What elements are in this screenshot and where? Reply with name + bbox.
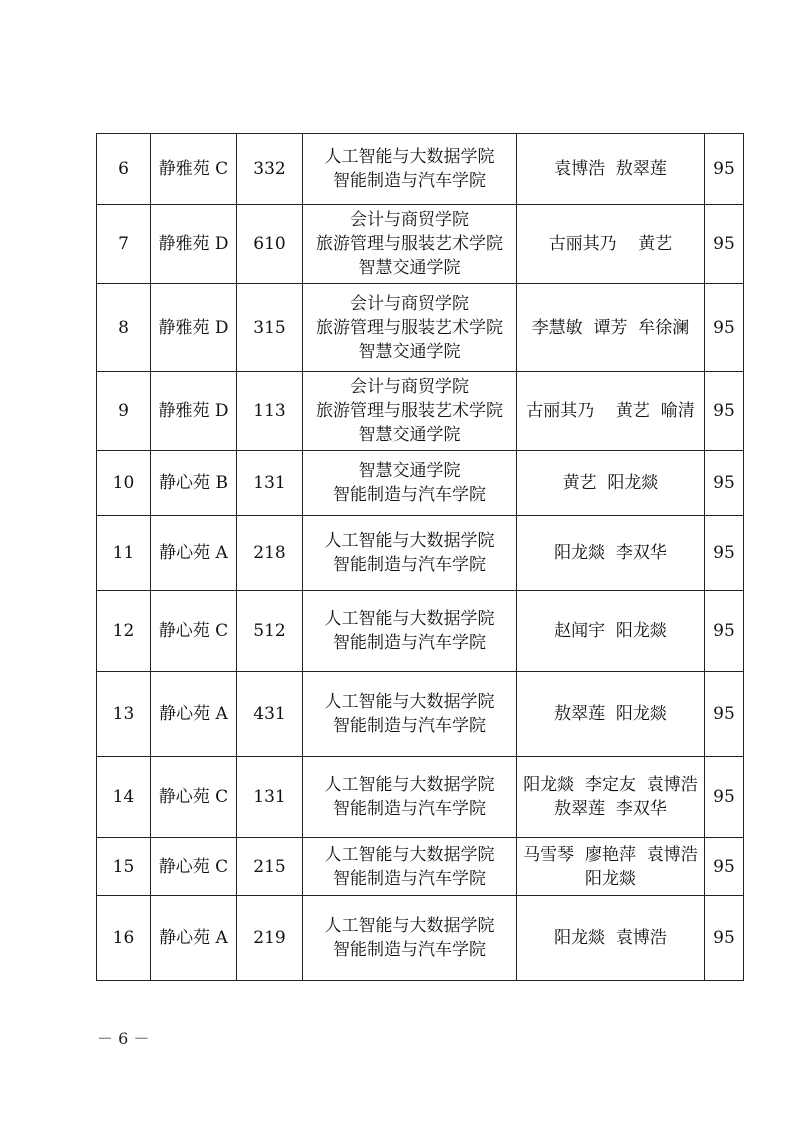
page-number: － 6 － — [97, 1029, 150, 1048]
college-name: 智能制造与汽车学院 — [333, 940, 486, 960]
row-number-cell: 10 — [97, 451, 151, 516]
college-name: 智能制造与汽车学院 — [333, 716, 486, 736]
member-names-line: 阳龙燚 — [585, 868, 636, 889]
room-cell: 431 — [237, 672, 303, 757]
building-cell: 静心苑 A — [151, 516, 237, 591]
college-name: 旅游管理与服装艺术学院 — [316, 401, 503, 421]
building-cell: 静心苑 B — [151, 451, 237, 516]
member-names-line: 古丽其乃 黄艺 喻清 — [526, 401, 695, 421]
row-number-cell: 16 — [97, 896, 151, 981]
room-cell: 131 — [237, 451, 303, 516]
college-cell — [303, 372, 517, 451]
college-name: 人工智能与大数据学院 — [324, 775, 495, 795]
member-names-line: 敖翠莲 李双华 — [554, 799, 667, 819]
member-names-line: 赵闻宇 阳龙燚 — [554, 621, 667, 641]
room-cell: 215 — [237, 838, 303, 896]
building-cell: 静心苑 C — [151, 838, 237, 896]
building-cell: 静心苑 C — [151, 591, 237, 672]
college-name: 人工智能与大数据学院 — [324, 147, 495, 167]
members-cell — [517, 205, 705, 284]
college-cell — [303, 757, 517, 838]
table-row — [97, 372, 744, 451]
table-row — [97, 672, 744, 757]
members-cell — [517, 757, 705, 838]
building-cell: 静雅苑 D — [151, 284, 237, 372]
college-cell — [303, 451, 517, 516]
score-cell: 95 — [705, 516, 744, 591]
college-cell — [303, 672, 517, 757]
members-cell — [517, 591, 705, 672]
building-cell: 静心苑 A — [151, 896, 237, 981]
dormitory-score-table — [96, 133, 744, 981]
college-cell — [303, 838, 517, 896]
dormitory-table-container — [96, 133, 743, 981]
college-name: 智能制造与汽车学院 — [333, 799, 486, 819]
score-cell: 95 — [705, 838, 744, 896]
college-cell — [303, 134, 517, 205]
table-row — [97, 134, 744, 205]
room-cell: 512 — [237, 591, 303, 672]
college-name: 智慧交通学院 — [358, 425, 461, 445]
college-name: 人工智能与大数据学院 — [324, 916, 495, 936]
college-name: 智能制造与汽车学院 — [333, 485, 486, 505]
room-cell: 113 — [237, 372, 303, 451]
room-cell: 218 — [237, 516, 303, 591]
members-cell — [517, 838, 705, 896]
table-row — [97, 516, 744, 591]
table-row — [97, 205, 744, 284]
score-cell: 95 — [705, 284, 744, 372]
member-names-line: 阳龙燚 李定友 袁博浩 — [523, 775, 698, 795]
member-names-line: 马雪琴 廖艳萍 袁博浩 — [523, 844, 698, 865]
college-cell — [303, 591, 517, 672]
college-name: 智能制造与汽车学院 — [333, 868, 486, 889]
college-name: 人工智能与大数据学院 — [324, 692, 495, 712]
score-cell: 95 — [705, 205, 744, 284]
college-name: 人工智能与大数据学院 — [324, 844, 495, 865]
building-cell: 静雅苑 D — [151, 372, 237, 451]
row-number-cell: 6 — [97, 134, 151, 205]
members-cell — [517, 372, 705, 451]
members-cell — [517, 516, 705, 591]
college-cell — [303, 516, 517, 591]
building-cell: 静雅苑 C — [151, 134, 237, 205]
room-cell: 610 — [237, 205, 303, 284]
room-cell: 219 — [237, 896, 303, 981]
row-number-cell: 13 — [97, 672, 151, 757]
score-cell: 95 — [705, 672, 744, 757]
score-cell: 95 — [705, 757, 744, 838]
member-names-line: 黄艺 阳龙燚 — [562, 473, 659, 493]
row-number-cell: 15 — [97, 838, 151, 896]
table-body — [97, 134, 744, 981]
row-number-cell: 9 — [97, 372, 151, 451]
member-names-line: 阳龙燚 李双华 — [554, 543, 667, 563]
room-cell: 332 — [237, 134, 303, 205]
college-name: 智慧交通学院 — [358, 461, 461, 481]
members-cell — [517, 672, 705, 757]
table-row — [97, 591, 744, 672]
college-name: 旅游管理与服装艺术学院 — [316, 234, 503, 254]
college-name: 会计与商贸学院 — [350, 377, 469, 397]
score-cell: 95 — [705, 451, 744, 516]
members-cell — [517, 134, 705, 205]
members-cell — [517, 451, 705, 516]
table-row — [97, 451, 744, 516]
member-names-line: 袁博浩 敖翠莲 — [554, 159, 667, 179]
college-cell — [303, 284, 517, 372]
row-number-cell: 11 — [97, 516, 151, 591]
score-cell: 95 — [705, 896, 744, 981]
college-cell — [303, 896, 517, 981]
members-cell — [517, 284, 705, 372]
table-row — [97, 838, 744, 896]
college-name: 智能制造与汽车学院 — [333, 633, 486, 653]
member-names-line: 阳龙燚 袁博浩 — [554, 928, 667, 948]
building-cell: 静心苑 A — [151, 672, 237, 757]
row-number-cell: 8 — [97, 284, 151, 372]
member-names-line: 古丽其乃 黄艺 — [548, 234, 673, 254]
row-number-cell: 7 — [97, 205, 151, 284]
college-name: 智能制造与汽车学院 — [333, 555, 486, 575]
college-name: 会计与商贸学院 — [350, 210, 469, 230]
members-cell — [517, 896, 705, 981]
table-row — [97, 757, 744, 838]
score-cell: 95 — [705, 372, 744, 451]
table-row — [97, 896, 744, 981]
member-names-line: 敖翠莲 阳龙燚 — [554, 704, 667, 724]
college-name: 旅游管理与服装艺术学院 — [316, 317, 503, 338]
college-name: 智慧交通学院 — [358, 341, 461, 362]
room-cell: 315 — [237, 284, 303, 372]
table-row — [97, 284, 744, 372]
row-number-cell: 12 — [97, 591, 151, 672]
member-names-line: 李慧敏 谭芳 牟徐澜 — [531, 317, 690, 338]
score-cell: 95 — [705, 591, 744, 672]
college-name: 人工智能与大数据学院 — [324, 531, 495, 551]
row-number-cell: 14 — [97, 757, 151, 838]
college-cell — [303, 205, 517, 284]
college-name: 智慧交通学院 — [358, 258, 461, 278]
building-cell: 静心苑 C — [151, 757, 237, 838]
college-name: 会计与商贸学院 — [350, 293, 469, 314]
college-name: 智能制造与汽车学院 — [333, 171, 486, 191]
building-cell: 静雅苑 D — [151, 205, 237, 284]
score-cell: 95 — [705, 134, 744, 205]
college-name: 人工智能与大数据学院 — [324, 609, 495, 629]
room-cell: 131 — [237, 757, 303, 838]
